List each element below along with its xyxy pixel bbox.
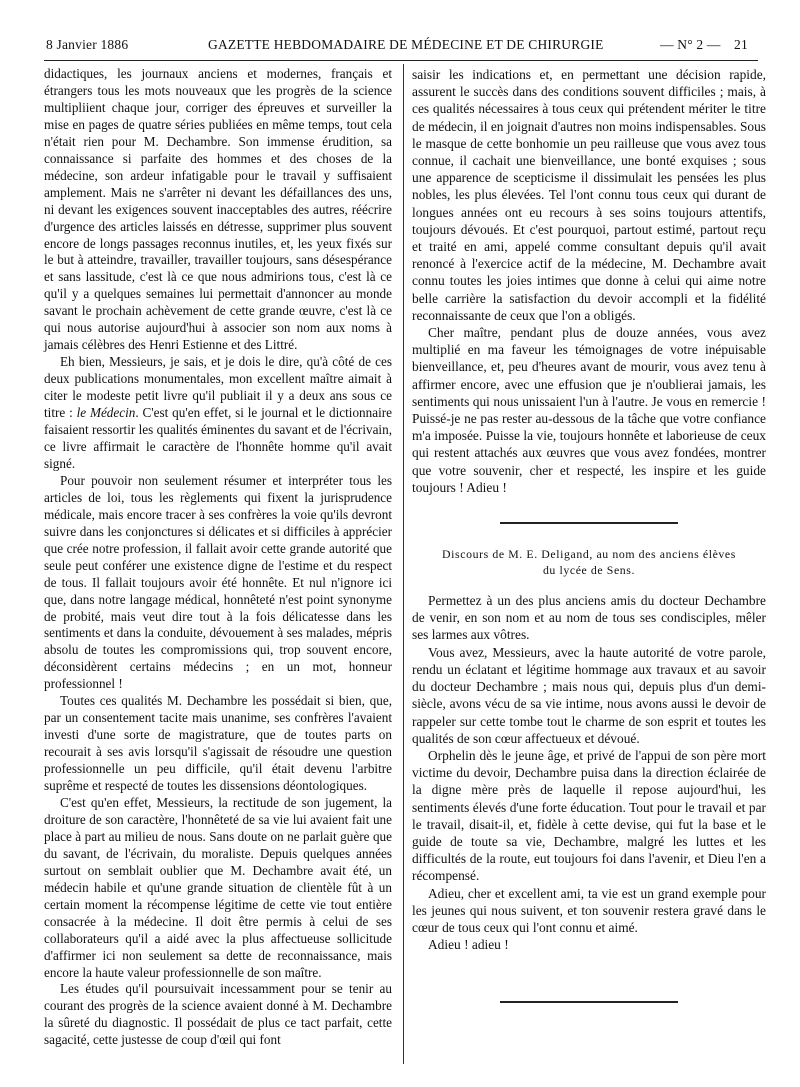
- column-divider: [403, 64, 404, 1064]
- left-column: [44, 66, 392, 1049]
- text-run: Eh bien, Messieurs, je sais, et je dois le dire, qu'à côté de ces deux publications monumentales, mon excellent maître aimait à citer le modeste petit livre qu'il publiait il y a deux ans sous ce titre :: [44, 354, 392, 421]
- paragraph: Permettez à un des plus anciens amis du docteur Dechambre de venir, en son nom et au nom de tous ses condisciples, mêler ses larmes aux vôtres.: [412, 593, 766, 643]
- paragraph: Adieu ! adieu !: [428, 937, 509, 953]
- section-heading-line: Discours de M. E. Deligand, au nom des anciens élèves: [442, 547, 736, 562]
- paragraph: Toutes ces qualités M. Dechambre les possédait si bien, que, par un consentement tacite mais unanime, ses confrères l'avaient investi d'une sorte de magistrature, que de toutes parts on recourait à ses avis lorsqu'il s'agissait de résoudre une question professionnelle un peu difficile, qu'il était devenu l'arbitre suprême et respecté de toutes les dissensions déontologiques.: [44, 693, 392, 794]
- paragraph: didactiques, les journaux anciens et modernes, français et étrangers tous les mots nouveaux que les progrès de la science multipliient chaque jour, corriger des épreuves et surveiller la mise en pages de quatre séries publiées en même temps, tout cela n'était rien pour M. Dechambre. Son immense érudition, sa connaissance si parfaite des hommes et des choses de la médecine, son ardeur infatigable pour le travail y suffisaient amplement. Mais ne s'arrêter ni devant les défaillances des uns, ni devant les exigences souvent inacceptables des autres, réécrire d'urgence des articles laissés en détresse, supprimer plus souvent encore de longs passages reconnus inutiles, et, les yeux fixés sur le but à atteindre, travailler, travailler toujours, sans désespérance et sans lassitude, c'est là ce que nous admirions tous, c'est là ce qu'il y a quelques semaines lui permettait d'annoncer au monde savant le prochain achèvement de cette grande œuvre, c'est là ce qui nous autorise aujourd'hui à associer son nom aux noms à jamais célèbres des Henri Estienne et des Littré.: [44, 66, 392, 353]
- paragraph: Adieu, cher et excellent ami, ta vie est un grand exemple pour les jeunes qui nous suivent, et ton souvenir restera gravé dans le cœur de tous ceux qui l'ont connu et aimé.: [412, 885, 766, 935]
- paragraph: Pour pouvoir non seulement résumer et interpréter tous les articles de loi, tous les règlements qui fixent la jurisprudence médicale, mais encore tracer à ses confrères la voie qu'ils devront suivre dans les conjonctures si délicates et si difficiles à apprécier que crée notre profession, il fallait avoir cette grande autorité que seule peut conférer une existence digne de l'estime et du respect de tous. Il fallait toujours avoir été honnête. Et nul n'ignore ici que, dans notre langage médical, honnêteté n'est point synonyme de probité, mais veut dire tout à la fois délicatesse dans les sentiments et dans la conduite, dévouement à ses malades, mépris absolu de toutes les compromissions qui, trop souvent encore, déconsidèrent certains médecins ; en un mot, honneur professionnel !: [44, 472, 392, 692]
- book-title: le Médecin: [76, 405, 136, 421]
- paragraph: [44, 354, 392, 473]
- paragraph: Les études qu'il poursuivait incessamment pour se tenir au courant des progrès de la science avaient donné à M. Dechambre la sûreté du diagnostic. Il possédait de plus ce tact parfait, cette sagacité, cette justesse de coup d'œil qui font: [44, 981, 392, 1048]
- paragraph: Cher maître, pendant plus de douze années, vous avez multiplié en ma faveur les témoignages de votre inépuisable bienveillance, et, peu d'heures avant de mourir, vous avez tenu à affirmer encore, avec une effusion que je n'oublierai jamais, les sentiments qui nous unissaient l'un à l'autre. Je vous en remercie ! Puissé-je ne pas rester au-dessous de la tâche que votre confiance m'a imposée. Puisse la vie, toujours honnête et laborieuse de ceux qui restent attachés aux œuvres que vous avez fondées, montrer que votre souvenir, cher et respecté, les inspire et les guide toujours ! Adieu !: [412, 325, 766, 495]
- text-run: . C'est qu'en effet, si le journal et le dictionnaire faisaient ressortir les qualités éminentes du savant et de l'écrivain, ce livre affirmait le caractère de l'honnête homme qu'il avait signé.: [44, 405, 392, 471]
- header-rule: [44, 60, 758, 61]
- paragraph: Orphelin dès le jeune âge, et privé de l'appui de son père mort victime du devoir, Dechambre puisa dans la direction éclairée de la digne mère près de laquelle il repose aujourd'hui, les sentiments élevés d'une forte éducation. Tout pour le travail et par le travail, disait-il, et, fidèle à cette devise, qui fut la base et le guide de toute sa vie, Dechambre, malgré les luttes et les difficultés de la route, eut toujours foi dans l'avenir, et Dieu l'en a récompensé.: [412, 747, 766, 884]
- section-heading-line: du lycée de Sens.: [542, 563, 636, 578]
- right-column: [412, 66, 766, 1003]
- journal-title: GAZETTE HEBDOMADAIRE DE MÉDECINE ET DE CHIRURGIE: [208, 37, 604, 52]
- paragraph: saisir les indications et, en permettant une décision rapide, assurent le succès dans des conditions souvent difficiles ; mais, à ces qualités nécessaires à tous ceux qui prétendent mériter le titre de médecin, il en joignait d'autres non moins indispensables. Sous le masque de cette bonhomie un peu railleuse que vous avez tous connue, il cachait une bienveillance, une bonté exquises ; sous une apparence de scepticisme il dissimulait les pensées les plus nobles, les plus élevées. Tel l'ont connu tous ceux qui durant de longues années ont eu recours à ses soins toujours attentifs, toujours dévoués. Et c'est pourquoi, partout estimé, partout reçu et traité en ami, appelé comme consultant depuis qu'il avait renoncé à l'exercice actif de la médecine, M. Dechambre avait connu toutes les joies intimes que donne à celui qui aime notre belle carrière la satisfaction du devoir accompli et la fidélité reconnaissante de ceux que l'on a obligés.: [412, 67, 766, 323]
- issue-number: — N° 2 —: [660, 37, 721, 52]
- running-header: [22, 37, 778, 57]
- paragraph: C'est qu'en effet, Messieurs, la rectitude de son jugement, la droiture de son caractère, l'honnêteté de sa vie lui avaient fait une place à part au milieu de nous. Sans doute on ne parlait guère que du savant, de l'écrivain, du moraliste. Depuis quelques années surtout on semblait oublier que M. Dechambre avait été, un médecin habile et qu'une grande situation de clientèle fût à un certain moment la récompense légitime de cette vie tout entière consacrée à la médecine. Il doit être permis à celui de ses collaborateurs qu'il a aidé avec la plus affectueuse sollicitude d'affirmer ici non seulement sa dette de reconnaissance, mais encore la haute valeur professionnelle de son maître.: [44, 794, 392, 980]
- section-heading: [412, 546, 766, 578]
- paragraph: Vous avez, Messieurs, avec la haute autorité de votre parole, rendu un éclatant et légitime hommage aux travaux et au savoir du docteur Dechambre ; mais nous qui, depuis plus d'un demi-siècle, avons vécu de sa vie intime, nous avons aussi le devoir de rappeler sur cette tombe tout le charme de son esprit et toutes les qualités de son cœur affectueux et dévoué.: [412, 644, 766, 746]
- header-date: 8 Janvier 1886: [46, 37, 129, 52]
- section-separator: [500, 522, 678, 524]
- page-number: 21: [734, 37, 748, 52]
- section-separator: [500, 1001, 678, 1003]
